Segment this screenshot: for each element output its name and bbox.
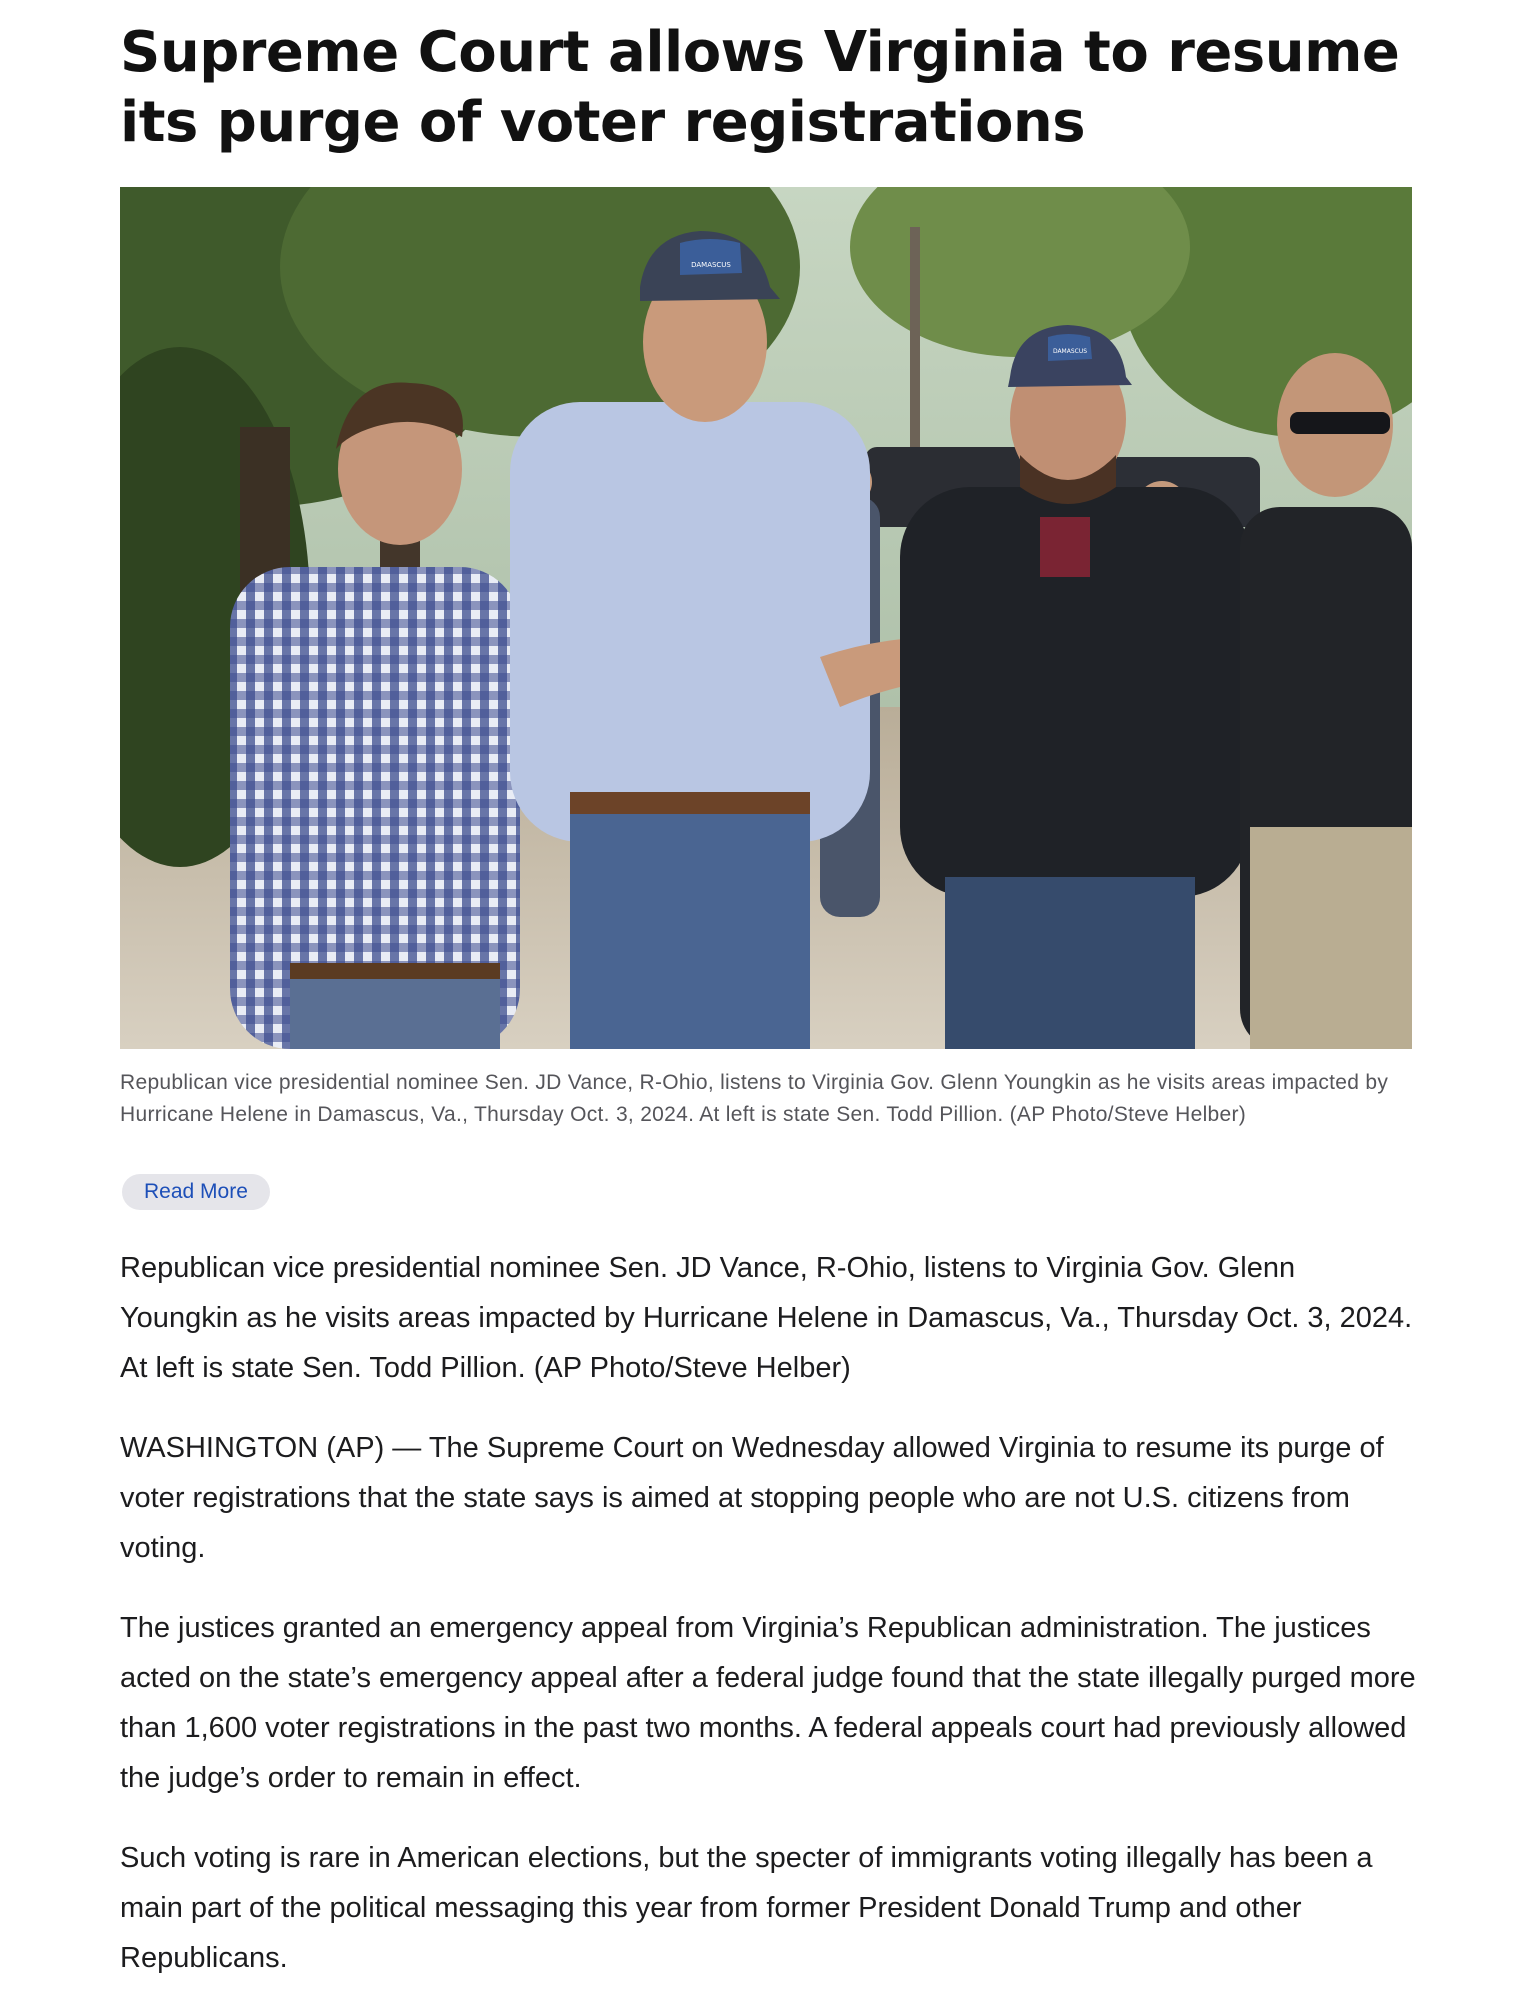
paragraph: WASHINGTON (AP) — The Supreme Court on Wednesday allowed Virginia to resume its purge of voter registrations that the state says is aimed at stopping people who are not U.S. citizens from voting. [120, 1432, 1384, 1564]
article-body [120, 1243, 1420, 2013]
paragraph: Such voting is rare in American elections, but the specter of immigrants voting illegally has been a main part of the political messaging this year from former President Donald Trump and other Republicans. [120, 1842, 1373, 1974]
cap-text-left: DAMASCUS [691, 261, 731, 269]
article-photo[interactable] [120, 187, 1412, 1049]
paragraph: Republican vice presidential nominee Sen. JD Vance, R-Ohio, listens to Virginia Gov. Glenn Youngkin as he visits areas impacted by Hurricane Helene in Damascus, Va., Thursday Oct. 3, 2024. At left is state Sen. Todd Pillion. (AP Photo/Steve Helber) [120, 1252, 1413, 1384]
photo-illustration [120, 187, 1412, 1049]
read-more-button[interactable]: Read More [122, 1174, 270, 1210]
article-headline: Supreme Court allows Virginia to resume its purge of voter registrations [120, 20, 1400, 155]
cap-text-right: DAMASCUS [1052, 348, 1088, 355]
article [120, 0, 1416, 1974]
paragraph: The justices granted an emergency appeal from Virginia’s Republican administration. The justices acted on the state’s emergency appeal after a federal judge found that the state illegally purged more than 1,600 voter registrations in the past two months. A federal appeals court had previously allowed the judge’s order to remain in effect. [120, 1612, 1416, 1794]
photo-caption: Republican vice presidential nominee Sen. JD Vance, R-Ohio, listens to Virginia Gov. Glenn Youngkin as he visits areas impacted by Hurricane Helene in Damascus, Va., Thursday Oct. 3, 2024. At left is state Sen. Todd Pillion. (AP Photo/Steve Helber) [120, 1071, 1389, 1126]
